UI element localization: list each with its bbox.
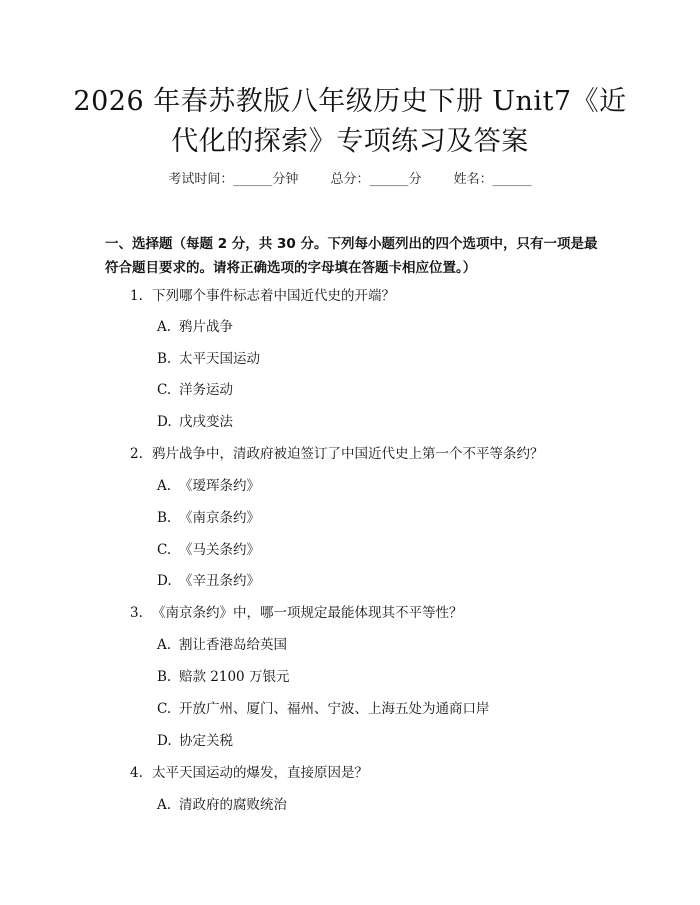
option-letter: D. [157, 573, 172, 589]
option-letter: A. [157, 319, 172, 335]
exam-score: 总分：______分 [330, 172, 422, 187]
question [130, 442, 544, 462]
document-title [60, 82, 640, 162]
exam-time: 考试时间：______分钟 [168, 172, 299, 187]
option-letter: A. [157, 797, 172, 813]
section-heading: 一、选择题（每题 2 分，共 30 分。下列每小题列出的四个选项中，只有一项是最符合题目要求的。请将正确选项的字母填在答题卡相应位置。） [105, 236, 598, 276]
option-letter: C. [157, 542, 172, 558]
option-text: 洋务运动 [179, 382, 233, 398]
option-text: 开放广州、厦门、福州、宁波、上海五处为通商口岸 [179, 701, 490, 717]
question-number: 4. [130, 765, 143, 781]
option [157, 729, 233, 749]
exam-name: 姓名：______ [453, 172, 532, 187]
option [157, 506, 260, 526]
option [157, 665, 289, 685]
option-text: 割让香港岛给英国 [179, 637, 287, 653]
option-text: 太平天国运动 [179, 351, 260, 367]
question-text: 太平天国运动的爆发，直接原因是？ [152, 765, 368, 781]
option [157, 793, 287, 813]
option-text: 戊戌变法 [179, 414, 233, 430]
option [157, 347, 260, 367]
option-letter: C. [157, 701, 172, 717]
question [130, 284, 395, 304]
question-text: 《南京条约》中，哪一项规定最能体现其不平等性？ [152, 605, 463, 621]
option [157, 697, 490, 717]
option-letter: A. [157, 478, 172, 494]
exam-info [0, 168, 700, 187]
option-text: 鸦片战争 [179, 319, 233, 335]
option-text: 协定关税 [179, 733, 233, 749]
question [130, 761, 368, 781]
option [157, 378, 233, 398]
title-line-1: 2026 年春苏教版八年级历史下册 Unit7《近 [73, 86, 627, 117]
question-number: 3. [130, 605, 143, 621]
option [157, 633, 287, 653]
question-text: 鸦片战争中，清政府被迫签订了中国近代史上第一个不平等条约？ [152, 446, 544, 462]
option-letter: B. [157, 510, 172, 526]
option [157, 474, 260, 494]
option-letter: B. [157, 351, 172, 367]
option [157, 569, 260, 589]
option [157, 538, 260, 558]
option [157, 410, 233, 430]
option [157, 315, 233, 335]
question-number: 2. [130, 446, 143, 462]
option-text: 赔款 2100 万银元 [179, 669, 290, 685]
option-letter: A. [157, 637, 172, 653]
option-text: 《辛丑条约》 [179, 573, 260, 589]
option-letter: B. [157, 669, 172, 685]
option-letter: D. [157, 414, 172, 430]
question-text: 下列哪个事件标志着中国近代史的开端？ [152, 288, 395, 304]
option-text: 《瑷珲条约》 [179, 478, 260, 494]
option-letter: C. [157, 382, 172, 398]
option-text: 《马关条约》 [179, 542, 260, 558]
question-number: 1. [130, 288, 143, 304]
option-text: 《南京条约》 [179, 510, 260, 526]
question [130, 601, 463, 621]
title-line-2: 代化的探索》专项练习及答案 [171, 126, 529, 157]
option-letter: D. [157, 733, 172, 749]
option-text: 清政府的腐败统治 [179, 797, 287, 813]
